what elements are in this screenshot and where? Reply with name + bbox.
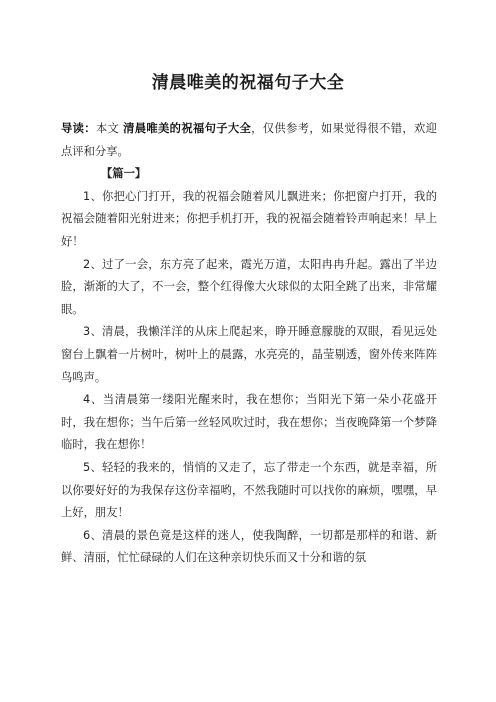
intro-title-ref: 清晨唯美的祝福句子大全 [123, 122, 252, 135]
paragraph-3: 3、清晨，我懒洋洋的从床上爬起来，睁开睡意朦胧的双眼，看见远处窗台上飘着一片树叶，树叶上的晨露，水亮亮的，晶莹剔透，窗外传来阵阵鸟鸣声。 [61, 325, 437, 384]
paragraph-6: 6、清晨的景色竟是这样的迷人，使我陶醉，一切都是那样的和谐、新鲜、清丽，忙忙碌碌的人们在这种亲切快乐而又十分和谐的氛 [61, 528, 437, 565]
paragraph-2: 2、过了一会，东方亮了起来，霞光万道，太阳冉冉升起。露出了半边脸，渐渐的大了，不一会，整个红得像大火球似的太阳全跳了出来，非常耀眼。 [61, 257, 437, 316]
paragraph-4: 4、当清晨第一缕阳光醒来时，我在想你；当阳光下第一朵小花盛开时，我在想你；当午后第一丝轻风吹过时，我在想你；当夜晚降第一个梦降临时，我在想你！ [61, 393, 437, 452]
paragraph-1: 1、你把心门打开，我的祝福会随着风儿飘进来；你把窗户打开，我的祝福会随着阳光射进来；你把手机打开，我的祝福会随着铃声响起来！早上好！ [61, 189, 437, 248]
intro-paragraph [61, 118, 437, 163]
document-title: 清晨唯美的祝福句子大全 [151, 73, 345, 93]
intro-text-before: 本文 [95, 122, 120, 135]
document-body [61, 118, 437, 570]
intro-text-after: ，仅供参考，如果觉得很不错，欢迎点评和分享。 [61, 122, 437, 158]
intro-label: 导读： [61, 122, 96, 135]
section-heading: 【篇一】 [101, 167, 147, 181]
paragraph-5: 5、轻轻的我来的，悄悄的又走了，忘了带走一个东西，就是幸福，所以你要好好的为我保存这份幸福哟，不然我随时可以找你的麻烦，嘿嘿，早上好，朋友！ [61, 460, 437, 520]
